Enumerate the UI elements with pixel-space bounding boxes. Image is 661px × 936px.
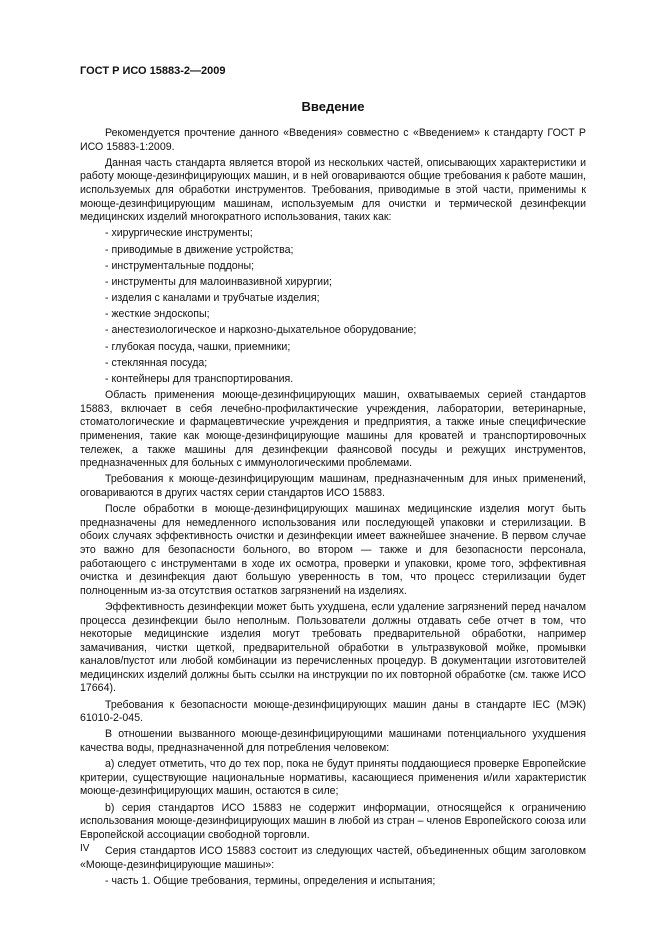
list-item: - хирургические инструменты; <box>105 227 253 240</box>
list-item: - стеклянная посуда; <box>105 356 208 369</box>
list-item: - инструменты для малоинвазивной хирургии; <box>105 275 332 288</box>
list-item: - изделия с каналами и трубчатые изделия; <box>105 292 320 305</box>
list-item: - инструментальные поддоны; <box>105 259 255 272</box>
paragraph-after-processing: После обработки в моюще-дезинфицирующих машинах медицинские изделия могут быть предназначены для немедленного использования или последующей упаковки и стерилизации. В обоих случаях эффективность очистки и дезинфекции имеет важнейшее значение. В первом случае это важно для безопасности больного, во втором — также и для безопасности персонала, работающего с инструментами в ходе их осмотра, проверки и упаковки, кроме того, эффективная очистка и дезинфекция дают большую уверенность в том, что процесс стерилизации будет полноценным из-за отсутствия остатков загрязнений на изделиях. <box>80 503 586 597</box>
paragraph-item-a: a) следует отметить, что до тех пор, пока не будут приняты поддающиеся проверке Европейские критерии, существующие национальные нормативы, касающиеся применения и/или характеристик моюще-дезинфицирующих машин, остаются в силе; <box>80 758 586 798</box>
list-item: - контейнеры для транспортирования. <box>105 373 294 386</box>
paragraph-disinfection-efficiency: Эффективность дезинфекции может быть ухудшена, если удаление загрязнений перед началом процесса дезинфекции было неполным. Пользователи должны отдавать себе отчет в том, что некоторые медицинские изделия могут требовать предварительной обработки, например замачивания, чистки щеткой, предварительной обработки в ультразвуковой мойке, промывки каналов/пустот или любой комбинации из перечисленных процедур. В документации изготовителей медицинских изделий должны быть ссылки на инструкции по их повторной обработке (см. также ИСО 17664). <box>80 600 586 695</box>
list-item: - жесткие эндоскопы; <box>105 308 210 321</box>
parts-list <box>80 875 586 889</box>
list-item: - часть 1. Общие требования, термины, определения и испытания; <box>105 874 436 887</box>
document-page <box>80 64 586 891</box>
paragraph-other-applications: Требования к моюще-дезинфицирующим машинам, предназначенным для иных применений, оговариваются в других частях серии стандартов ИСО 15883. <box>80 473 586 499</box>
page-number: IV <box>80 843 90 854</box>
section-title: Введение <box>301 99 365 114</box>
paragraph-series-parts: Серия стандартов ИСО 15883 состоит из следующих частей, объединенных общим заголовком «Моюще-дезинфицирующие машины»: <box>80 844 586 871</box>
paragraph-safety-requirements: Требования к безопасности моюще-дезинфицирующих машин даны в стандарте IEC (МЭК) 61010-2-045. <box>80 698 586 725</box>
device-list <box>80 227 586 386</box>
list-item: - приводимые в движение устройства; <box>105 243 294 256</box>
paragraph-scope: Данная часть стандарта является второй из нескольких частей, описывающих характеристики и работу моюще-дезинфицирующих машин, и в ней оговариваются общие требования к работе машин, используемых для обработки инструментов. Требования, приводимые в этой части, применимы к моюще-дезинфицирующим машинам, используемым для очистки и термической дезинфекции медицинских изделий многократного использования, таких как: <box>80 156 586 224</box>
document-header: ГОСТ Р ИСО 15883-2—2009 <box>80 65 226 77</box>
paragraph-intro-reference: Рекомендуется прочтение данного «Введения» совместно с «Введением» к стандарту ГОСТ Р ИСО 15883-1:2009. <box>80 127 586 153</box>
paragraph-item-b: b) серия стандартов ИСО 15883 не содержит информации, относящейся к ограничению использования моюще-дезинфицирующих машин в любой из стран – членов Европейского союза или Европейской ассоциации свободной торговли. <box>80 801 586 841</box>
paragraph-water-quality: В отношении вызванного моюще-дезинфицирующими машинами потенциального ухудшения качества воды, предназначенной для потребления человеком: <box>80 728 586 755</box>
paragraph-application-area: Область применения моюще-дезинфицирующих машин, охватываемых серией стандартов 15883, включает в себя лечебно-профилактические учреждения, лаборатории, ветеринарные, стоматологические и фармацевтические учреждения и предприятия, а также иные специфические применения, такие как моюще-дезинфицирующие машины для кроватей и транспортировочных тележек, а также машины для дезинфекции фаянсовой посуды и режущих инструментов, предназначенных для больных с иммунологическими проблемами. <box>80 389 586 470</box>
list-item: - глубокая посуда, чашки, приемники; <box>105 340 291 353</box>
list-item: - анестезиологическое и наркозно-дыхательное оборудование; <box>105 324 417 337</box>
